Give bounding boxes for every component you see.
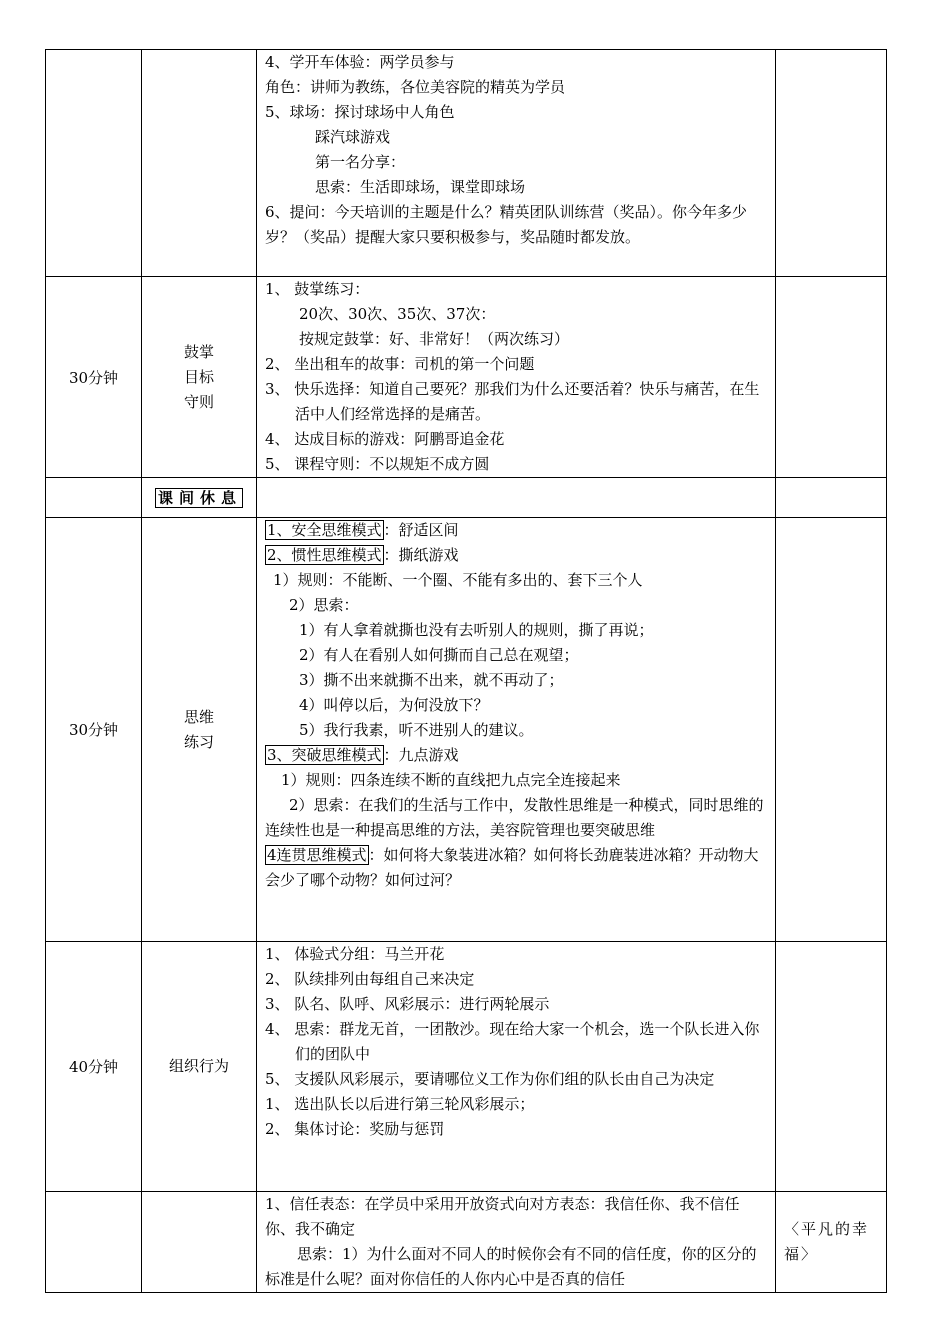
content-line: 2）思索： xyxy=(289,596,359,614)
content-line xyxy=(265,843,767,893)
content-cell xyxy=(257,518,776,942)
topic-line: 练习 xyxy=(183,732,214,751)
note-cell xyxy=(776,1192,887,1293)
note-cell xyxy=(776,942,887,1192)
content-line: 思索：生活即球场，课堂即球场 xyxy=(315,178,526,196)
content-cell xyxy=(257,277,776,478)
content-line: 1、 选出队长以后进行第三轮风彩展示； xyxy=(265,1095,535,1113)
time-cell: 30分钟 xyxy=(46,518,142,942)
content-line: 5）我行我素，听不进别人的建议。 xyxy=(299,721,534,739)
note-cell xyxy=(776,277,887,478)
topic-cell xyxy=(142,518,257,942)
content-cell xyxy=(257,50,776,277)
content-line: 20次、30次、35次、37次： xyxy=(299,305,496,323)
heading-rest: ：舒适区间 xyxy=(383,521,459,539)
topic-cell xyxy=(142,1192,257,1293)
note-cell xyxy=(776,478,887,518)
content-line: 3、 快乐选择：知道自己要死？那我们为什么还要活着？快乐与痛苦，在生活中人们经常选择的是痛苦。 xyxy=(265,380,760,423)
time-cell: 40分钟 xyxy=(46,942,142,1192)
boxed-heading: 4连贯思维模式 xyxy=(267,846,367,864)
heading-rest: ：撕纸游戏 xyxy=(383,546,459,564)
time-cell xyxy=(46,1192,142,1293)
topic-line: 思维 xyxy=(183,707,214,726)
boxed-heading: 2、惯性思维模式 xyxy=(267,546,382,564)
time-cell xyxy=(46,50,142,277)
content-line: 1、 鼓掌练习： xyxy=(265,280,370,298)
content-line: 6、提问：今天培训的主题是什么？精英团队训练营（奖品）。你今年多少岁？（奖品）提醒大家只要积极参与，奖品随时都发放。 xyxy=(265,203,748,246)
content-line: 3）撕不出来就撕不出来，就不再动了； xyxy=(299,671,564,689)
topic-line: 目标 xyxy=(183,367,214,386)
table-row xyxy=(46,478,887,518)
content-line: 2）思索：在我们的生活与工作中，发散性思维是一种模式，同时思维的连续性也是一种提高思维的方法，美容院管理也要突破思维 xyxy=(265,796,764,839)
heading-rest: ：九点游戏 xyxy=(383,746,459,764)
note-cell xyxy=(776,518,887,942)
content-line: 踩汽球游戏 xyxy=(315,128,391,146)
content-line: 1、信任表态：在学员中采用开放资式向对方表态：我信任你、我不信任你、我不确定 xyxy=(265,1195,740,1238)
content-line: 2、 队续排列由每组自己来决定 xyxy=(265,970,475,988)
course-schedule-table xyxy=(45,49,887,1293)
content-line: 5、球场：探讨球场中人角色 xyxy=(265,103,455,121)
content-line: 5、 课程守则：不以规矩不成方圆 xyxy=(265,455,490,473)
time-cell xyxy=(46,478,142,518)
content-line: 角色：讲师为教练，各位美容院的精英为学员 xyxy=(265,78,566,96)
boxed-heading: 1、安全思维模式 xyxy=(267,521,382,539)
note-text: 〈平凡的幸福〉 xyxy=(784,1220,870,1263)
content-line xyxy=(265,543,767,568)
content-line: 1）有人拿着就撕也没有去听别人的规则，撕了再说； xyxy=(299,621,654,639)
content-line xyxy=(265,518,767,543)
content-line: 1）规则：不能断、一个圈、不能有多出的、套下三个人 xyxy=(273,571,643,589)
topic-cell xyxy=(142,50,257,277)
content-line: 2）有人在看别人如何撕而自己总在观望； xyxy=(299,646,579,664)
content-line: 1）规则：四条连续不断的直线把九点完全连接起来 xyxy=(281,771,621,789)
boxed-heading: 3、突破思维模式 xyxy=(267,746,382,764)
topic-cell xyxy=(142,942,257,1192)
content-line: 4）叫停以后，为何没放下？ xyxy=(299,696,489,714)
table-row xyxy=(46,942,887,1192)
table-row xyxy=(46,50,887,277)
heading-rest: ：如何将大象装进冰箱？如何将长劲鹿装进冰箱？开动物大会少了哪个动物？如何过河？ xyxy=(265,846,759,889)
content-line: 思索：1）为什么面对不同人的时候你会有不同的信任度，你的区分的标准是什么呢？面对你信任的人你内心中是否真的信任 xyxy=(265,1245,757,1288)
table-row xyxy=(46,277,887,478)
content-line: 2、 坐出租车的故事：司机的第一个问题 xyxy=(265,355,535,373)
note-cell xyxy=(776,50,887,277)
content-line xyxy=(265,743,767,768)
content-cell xyxy=(257,942,776,1192)
content-cell xyxy=(257,478,776,518)
table-row xyxy=(46,518,887,942)
content-line: 4、学开车体验：两学员参与 xyxy=(265,53,455,71)
content-line: 3、 队名、队呼、风彩展示：进行两轮展示 xyxy=(265,995,550,1013)
topic-line: 鼓掌 xyxy=(183,342,214,361)
table-row xyxy=(46,1192,887,1293)
content-line: 按规定鼓掌：好、非常好！（两次练习） xyxy=(299,330,570,348)
topic-cell xyxy=(142,478,257,518)
topic-line: 守则 xyxy=(183,392,214,411)
content-line: 4、 思索：群龙无首，一团散沙。现在给大家一个机会，选一个队长进入你们的团队中 xyxy=(265,1020,760,1063)
content-line: 1、 体验式分组：马兰开花 xyxy=(265,945,445,963)
content-cell xyxy=(257,1192,776,1293)
content-line: 4、 达成目标的游戏：阿鹏哥追金花 xyxy=(265,430,505,448)
content-line: 5、 支援队风彩展示，要请哪位义工作为你们组的队长由自己为决定 xyxy=(265,1070,715,1088)
topic-cell xyxy=(142,277,257,478)
content-line: 2、 集体讨论：奖励与惩罚 xyxy=(265,1120,445,1138)
content-line: 第一名分享： xyxy=(315,153,406,171)
topic-line: 组织行为 xyxy=(168,1057,229,1075)
break-label: 课间休息 xyxy=(155,488,243,508)
time-cell: 30分钟 xyxy=(46,277,142,478)
